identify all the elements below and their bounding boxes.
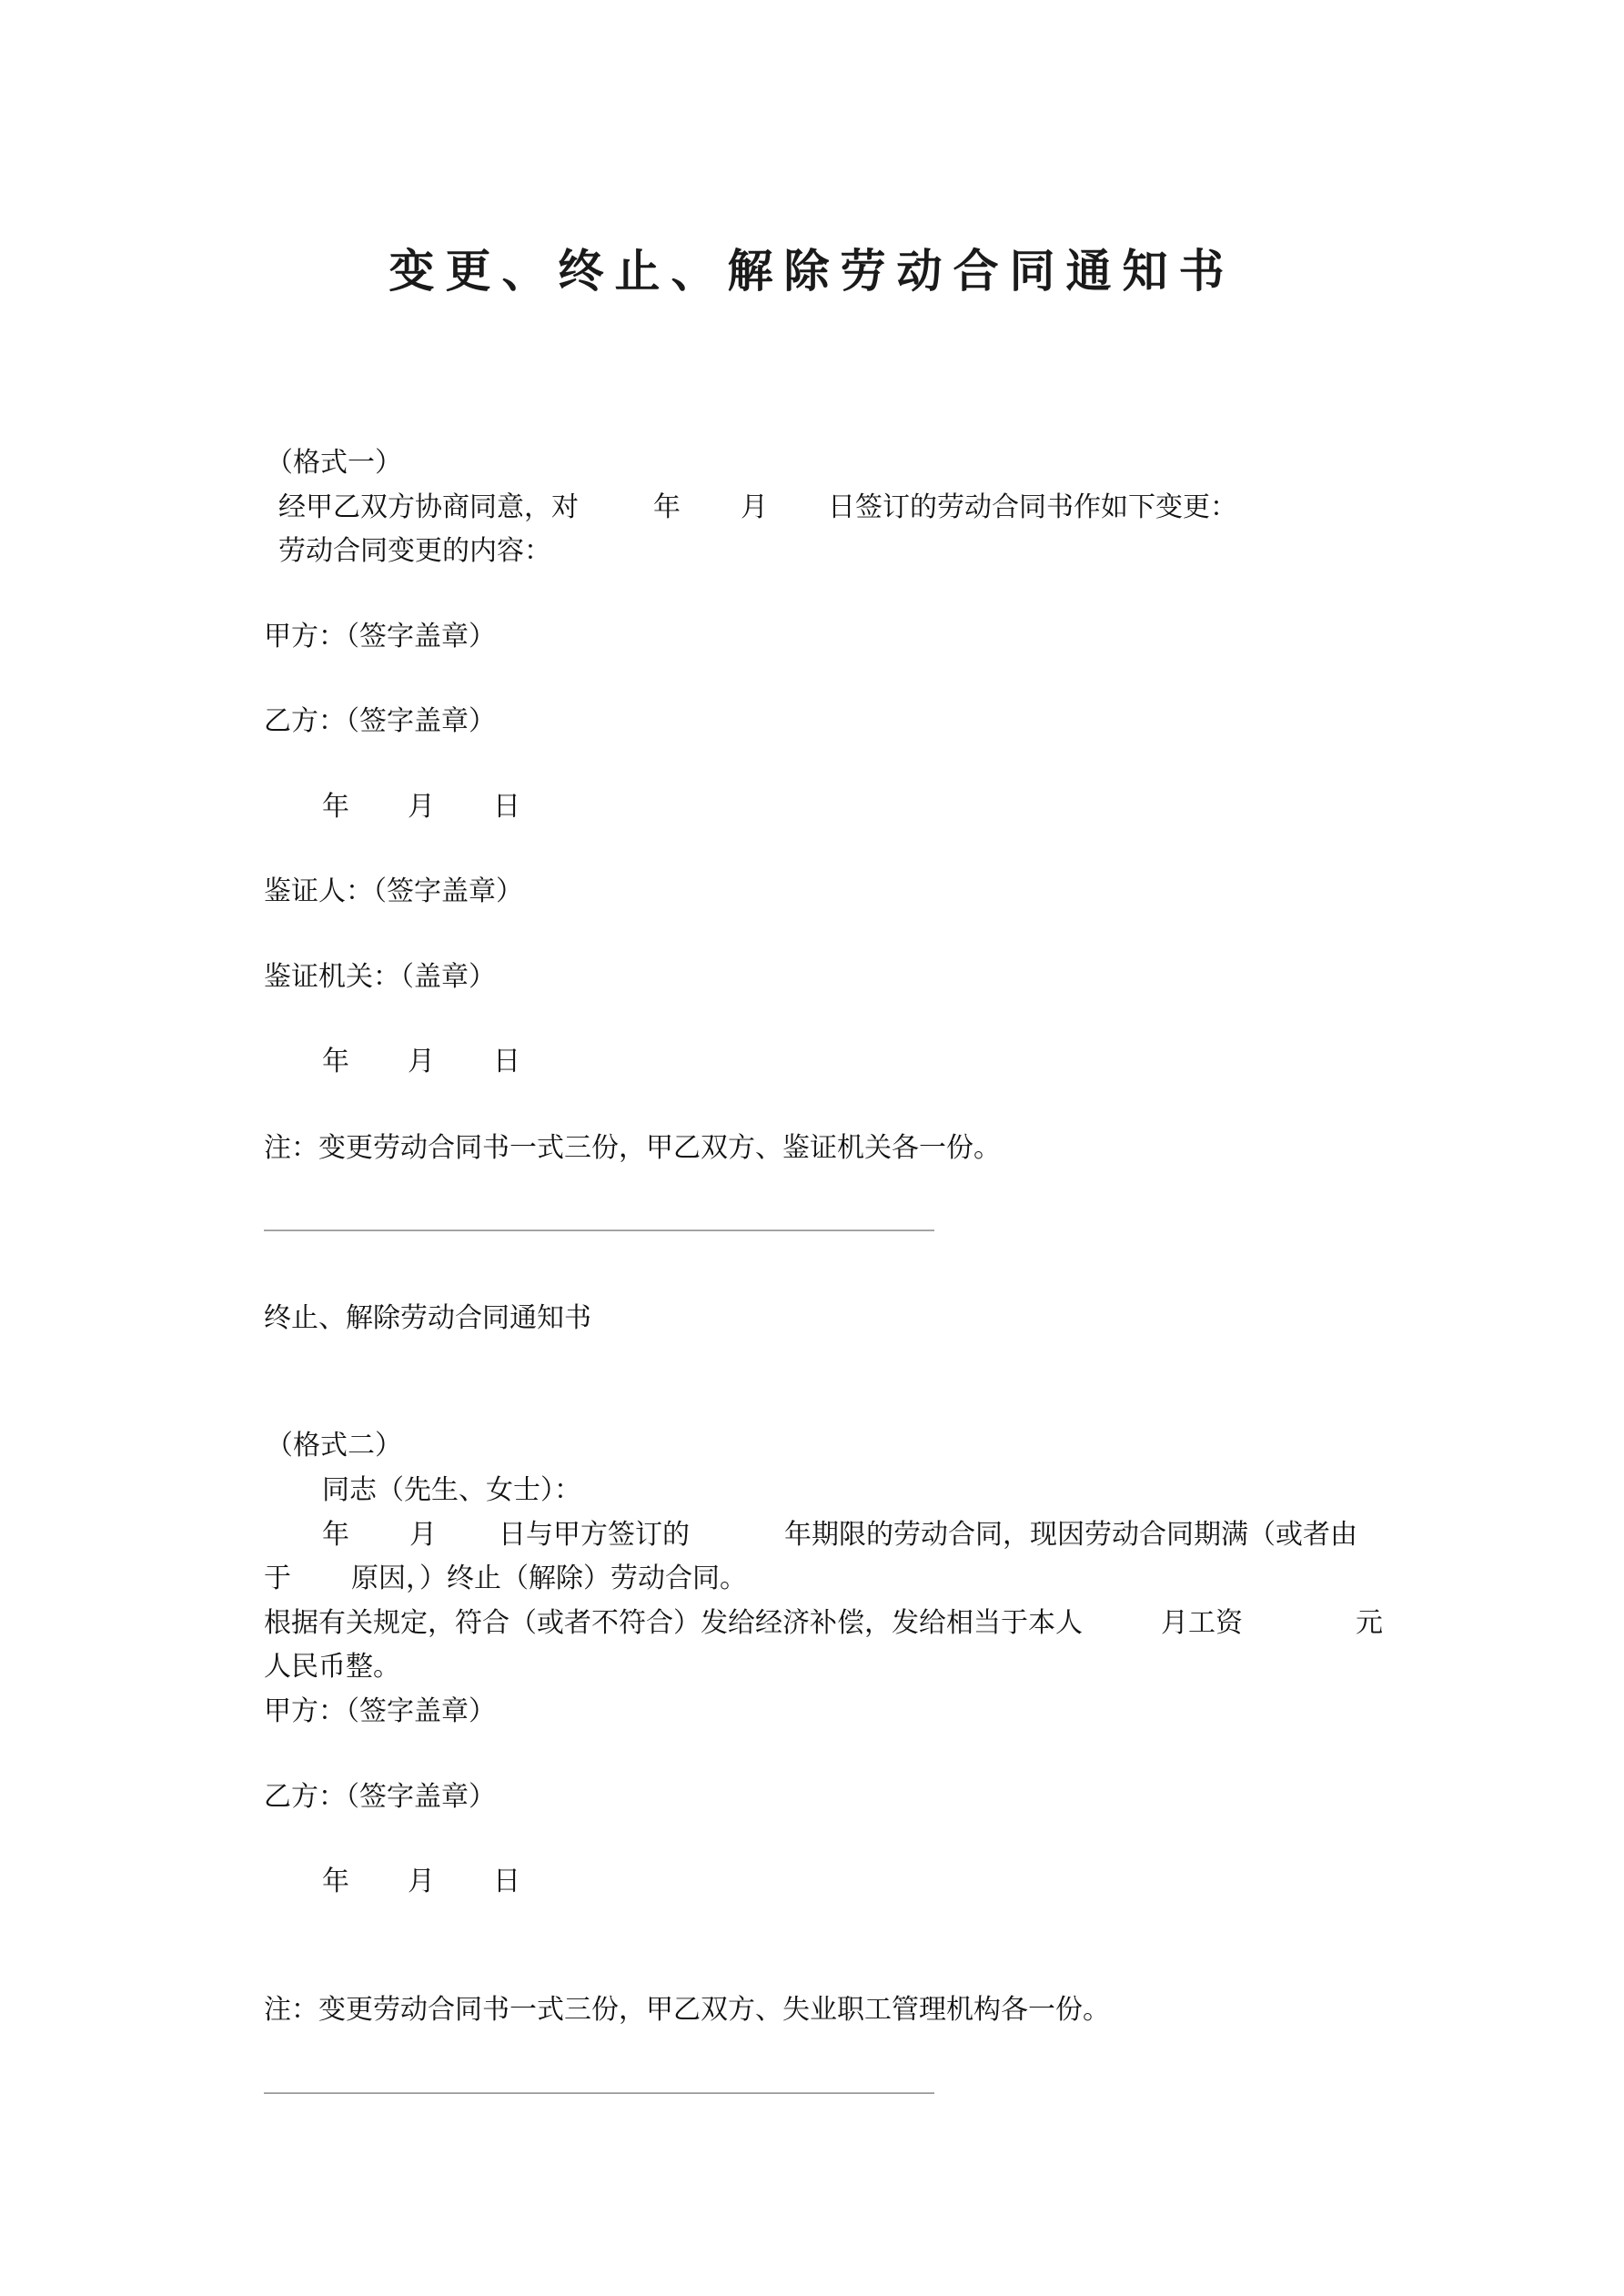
form1-date2-month: 月: [408, 1046, 435, 1077]
form1-intro-part1: 经甲乙双方协商同意，对: [278, 491, 579, 523]
form1-date2-day: 日: [493, 1046, 520, 1077]
form2-note: 注：变更劳动合同书一式三份，甲乙双方、失业职工管理机构各一份。: [264, 1994, 1110, 2026]
form2-line3-part2: 月工资: [1161, 1607, 1243, 1639]
form2-party-b: 乙方：（签字盖章）: [264, 1781, 496, 1813]
document-title: 变更、终止、解除劳动合同通知书: [388, 245, 1236, 298]
form2-label: （格式二）: [266, 1430, 402, 1462]
form1-intro-month: 月: [741, 491, 768, 523]
form2-line1-month: 月: [409, 1519, 437, 1551]
form1-witness: 鉴证人：（签字盖章）: [264, 875, 523, 907]
form1-party-a: 甲方：（签字盖章）: [264, 621, 496, 652]
form1-date2-year: 年: [322, 1046, 349, 1077]
form1-date1-day: 日: [493, 791, 520, 823]
form1-intro-year: 年: [653, 491, 681, 523]
form2-line1-part1: 日与甲方签订的: [499, 1519, 690, 1551]
form2-line2-part1: 于: [264, 1563, 291, 1594]
form2-line3-part3: 元: [1356, 1607, 1383, 1639]
form2-date: [322, 1866, 579, 1897]
form1-label: （格式一）: [266, 447, 402, 479]
form1-date1: [322, 792, 579, 823]
form1-authority: 鉴证机关：（盖章）: [264, 961, 496, 993]
form2-line4: 人民币整。: [264, 1651, 400, 1683]
form1-intro-part2: 日签订的劳动合同书作如下变更：: [828, 491, 1237, 523]
form2-line3-part1: 根据有关规定，符合（或者不符合）发给经济补偿，发给相当于本人: [264, 1607, 1083, 1639]
section2-title: 终止、解除劳动合同通知书: [264, 1302, 591, 1334]
form1-party-b: 乙方：（签字盖章）: [264, 705, 496, 737]
form1-date2: [322, 1047, 579, 1077]
form1-date1-year: 年: [322, 791, 349, 823]
form2-line1-part2: 年期限的劳动合同，现因劳动合同期满（或者由: [784, 1519, 1357, 1551]
divider-2: ___________________________________________________________________: [264, 2071, 934, 2094]
form2-line2-part2: 原因，）终止（解除）劳动合同。: [351, 1563, 747, 1594]
form2-date-month: 月: [408, 1866, 435, 1897]
form1-note: 注：变更劳动合同书一式三份，甲乙双方、鉴证机关各一份。: [264, 1132, 1001, 1164]
form1-content-label: 劳动合同变更的内容：: [278, 535, 551, 567]
form2-date-year: 年: [322, 1866, 349, 1897]
form2-date-day: 日: [493, 1866, 520, 1897]
form2-salutation: 同志（先生、女士）：: [322, 1474, 581, 1506]
divider-1: ___________________________________________________________________: [264, 1209, 934, 1231]
form2-party-a: 甲方：（签字盖章）: [264, 1695, 496, 1727]
form1-date1-month: 月: [408, 791, 435, 823]
form2-line1-year: 年: [322, 1519, 349, 1551]
